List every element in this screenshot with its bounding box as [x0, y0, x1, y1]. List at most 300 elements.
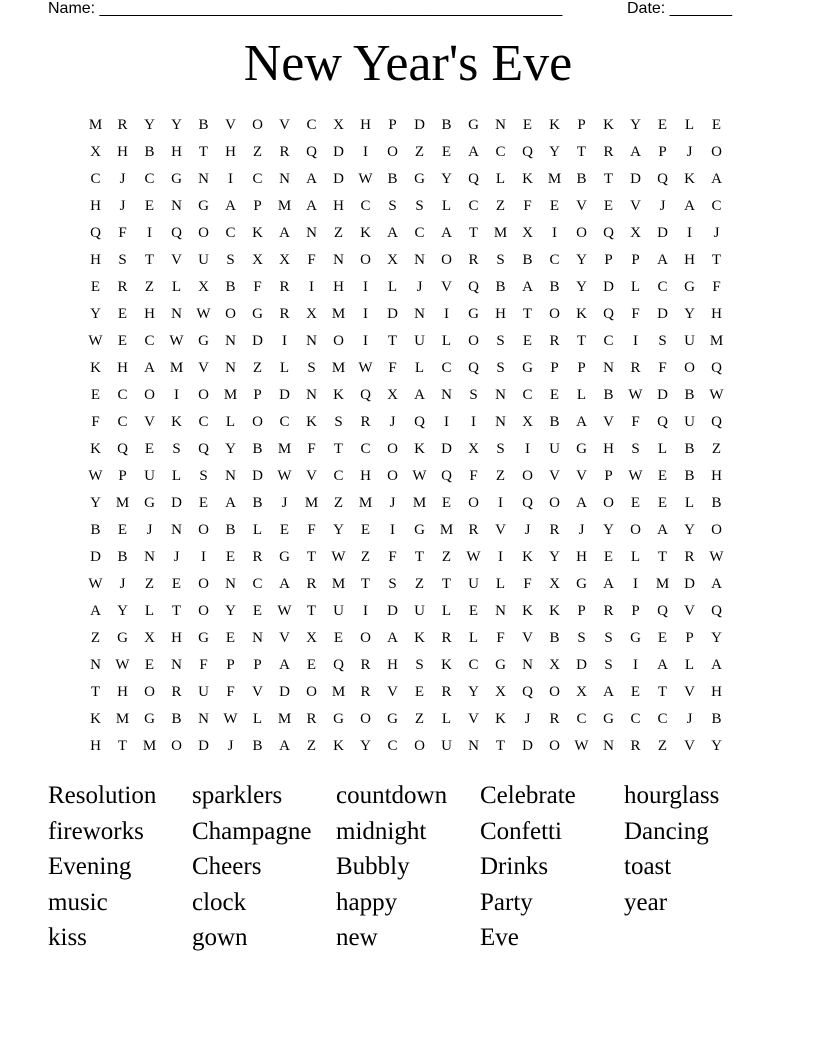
grid-letter: D [603, 279, 614, 295]
grid-letter: D [252, 333, 263, 349]
word-list-item: Drinks [480, 853, 549, 880]
grid-letter: K [549, 603, 560, 619]
grid-letter: E [225, 549, 236, 565]
grid-letter: C [468, 198, 479, 214]
grid-letter: Q [711, 360, 722, 376]
grid-letter: R [279, 306, 290, 322]
grid-letter: E [306, 657, 317, 673]
grid-letter: X [549, 657, 560, 673]
grid-letter: C [468, 657, 479, 673]
grid-letter: C [90, 171, 101, 187]
grid-letter: E [414, 684, 425, 700]
grid-letter: V [549, 468, 560, 484]
grid-letter: T [90, 684, 101, 700]
grid-letter: T [387, 333, 398, 349]
grid-letter: U [468, 576, 479, 592]
grid-letter: B [252, 495, 263, 511]
grid-letter: Y [576, 279, 587, 295]
grid-letter: Y [630, 117, 641, 133]
grid-letter: A [225, 198, 236, 214]
grid-letter: D [279, 387, 290, 403]
grid-letter: Y [171, 117, 182, 133]
grid-letter: O [252, 117, 263, 133]
grid-letter: E [144, 657, 155, 673]
grid-letter: T [171, 603, 182, 619]
grid-letter: Q [522, 144, 533, 160]
grid-letter: Q [306, 144, 317, 160]
grid-letter: L [468, 630, 479, 646]
grid-letter: Y [468, 684, 479, 700]
grid-letter: N [603, 360, 614, 376]
grid-letter: G [333, 711, 344, 727]
grid-letter: X [333, 117, 344, 133]
grid-letter: M [331, 684, 346, 700]
grid-letter: J [119, 576, 126, 592]
grid-letter: T [657, 549, 668, 565]
grid-letter: H [171, 630, 182, 646]
grid-letter: Z [144, 279, 155, 295]
grid-letter: H [144, 306, 155, 322]
grid-letter: A [225, 495, 236, 511]
grid-letter: P [604, 252, 613, 268]
grid-letter: T [441, 576, 452, 592]
grid-letter: E [90, 387, 101, 403]
grid-letter: E [90, 279, 101, 295]
grid-letter: L [684, 495, 695, 511]
grid-letter: A [657, 252, 668, 268]
grid-letter: N [171, 198, 182, 214]
grid-letter: Y [576, 252, 587, 268]
name-field-label: Name: ____________________________________________________ [48, 0, 563, 17]
grid-letter: W [466, 549, 481, 565]
grid-letter: R [549, 522, 560, 538]
grid-letter: W [277, 603, 292, 619]
grid-letter: L [495, 576, 506, 592]
grid-letter: J [524, 711, 531, 727]
grid-letter: I [174, 387, 179, 403]
grid-letter: D [387, 603, 398, 619]
grid-letter: G [468, 117, 479, 133]
grid-letter: E [117, 333, 128, 349]
word-list-item: fireworks [48, 817, 144, 845]
grid-letter: M [709, 333, 724, 349]
grid-letter: V [576, 198, 587, 214]
grid-letter: G [576, 576, 587, 592]
grid-letter: N [279, 171, 290, 187]
grid-letter: N [468, 738, 479, 754]
grid-letter: R [306, 576, 317, 592]
grid-letter: A [711, 657, 722, 673]
grid-letter: D [684, 576, 695, 592]
grid-letter: N [333, 252, 344, 268]
grid-letter: W [412, 468, 427, 484]
grid-letter: T [117, 738, 128, 754]
grid-letter: C [306, 117, 317, 133]
grid-letter: K [684, 171, 695, 187]
grid-letter: E [549, 198, 560, 214]
grid-letter: W [88, 333, 103, 349]
grid-letter: Y [90, 306, 101, 322]
grid-letter: C [144, 171, 155, 187]
grid-letter: O [441, 252, 452, 268]
grid-letter: O [522, 468, 533, 484]
grid-letter: R [117, 117, 128, 133]
grid-letter: O [387, 144, 398, 160]
grid-letter: Z [333, 225, 344, 241]
grid-letter: V [171, 252, 182, 268]
grid-letter: L [495, 171, 506, 187]
grid-letter: T [306, 603, 317, 619]
grid-letter: X [549, 576, 560, 592]
grid-letter: K [549, 117, 560, 133]
grid-letter: V [198, 360, 209, 376]
grid-letter: F [307, 252, 316, 268]
grid-letter: P [604, 468, 613, 484]
grid-letter: B [225, 279, 236, 295]
grid-letter: Z [441, 549, 452, 565]
grid-letter: C [117, 414, 128, 430]
grid-letter: N [171, 522, 182, 538]
grid-letter: A [711, 576, 722, 592]
word-list-item: gown [192, 924, 248, 951]
grid-letter: V [306, 468, 317, 484]
grid-letter: J [524, 522, 531, 538]
grid-letter: D [387, 306, 398, 322]
grid-letter: I [633, 657, 638, 673]
grid-letter: S [118, 252, 127, 268]
grid-letter: V [684, 738, 695, 754]
grid-letter: O [414, 738, 425, 754]
grid-letter: E [279, 522, 290, 538]
grid-letter: F [199, 657, 208, 673]
grid-letter: R [360, 414, 371, 430]
grid-letter: S [496, 333, 505, 349]
grid-letter: L [576, 387, 587, 403]
grid-letter: O [171, 738, 182, 754]
grid-letter: Y [684, 306, 695, 322]
grid-letter: Q [711, 603, 722, 619]
grid-letter: T [576, 333, 587, 349]
grid-letter: I [390, 522, 395, 538]
grid-letter: D [522, 738, 533, 754]
grid-letter: D [414, 117, 425, 133]
grid-letter: K [441, 657, 452, 673]
letter-grid [82, 112, 730, 760]
grid-letter: X [144, 630, 155, 646]
grid-letter: Q [657, 171, 668, 187]
grid-letter: Y [117, 603, 128, 619]
grid-letter: U [414, 603, 425, 619]
grid-letter: Y [711, 738, 722, 754]
grid-letter: H [684, 252, 695, 268]
grid-letter: N [495, 117, 506, 133]
grid-letter: V [576, 468, 587, 484]
grid-letter: S [469, 387, 478, 403]
grid-letter: O [333, 333, 344, 349]
grid-letter: N [603, 738, 614, 754]
grid-letter: L [225, 414, 236, 430]
grid-letter: X [306, 306, 317, 322]
grid-letter: Z [360, 549, 371, 565]
grid-letter: G [198, 333, 209, 349]
grid-letter: O [198, 522, 209, 538]
grid-letter: V [387, 684, 398, 700]
grid-letter: Z [414, 576, 425, 592]
grid-letter: R [468, 522, 479, 538]
grid-letter: H [711, 684, 722, 700]
grid-letter: O [306, 684, 317, 700]
grid-letter: C [441, 360, 452, 376]
grid-letter: A [279, 576, 290, 592]
grid-letter: O [198, 603, 209, 619]
grid-letter: D [630, 171, 641, 187]
grid-letter: A [279, 738, 290, 754]
grid-letter: G [414, 171, 425, 187]
grid-letter: R [630, 738, 641, 754]
grid-letter: P [685, 630, 694, 646]
grid-letter: N [306, 333, 317, 349]
word-list-item: sparklers [192, 782, 283, 809]
grid-letter: A [576, 414, 587, 430]
grid-letter: J [713, 225, 720, 241]
grid-letter: W [358, 360, 373, 376]
grid-letter: F [496, 630, 505, 646]
grid-letter: U [549, 441, 560, 457]
grid-letter: Y [225, 603, 236, 619]
grid-letter: J [416, 279, 423, 295]
grid-letter: B [495, 279, 506, 295]
grid-letter: K [360, 225, 371, 241]
grid-letter: A [387, 225, 398, 241]
grid-letter: P [253, 387, 262, 403]
grid-letter: A [684, 198, 695, 214]
grid-letter: K [171, 414, 182, 430]
grid-letter: F [388, 549, 397, 565]
grid-letter: D [279, 684, 290, 700]
grid-letter: O [684, 360, 695, 376]
grid-letter: N [306, 387, 317, 403]
grid-letter: I [363, 603, 368, 619]
grid-letter: R [684, 549, 695, 565]
grid-letter: K [522, 171, 533, 187]
grid-letter: N [171, 657, 182, 673]
grid-letter: F [307, 522, 316, 538]
grid-letter: K [90, 360, 101, 376]
grid-letter: H [576, 549, 587, 565]
grid-letter: M [277, 711, 292, 727]
grid-letter: O [711, 522, 722, 538]
word-list-item: Dancing [624, 817, 709, 845]
grid-letter: C [279, 414, 290, 430]
grid-letter: N [306, 225, 317, 241]
grid-letter: S [415, 657, 424, 673]
grid-letter: D [657, 306, 668, 322]
grid-letter: O [468, 495, 479, 511]
grid-letter: U [684, 414, 695, 430]
grid-letter: S [388, 576, 397, 592]
grid-letter: L [144, 603, 155, 619]
grid-letter: D [333, 171, 344, 187]
grid-letter: Q [657, 414, 668, 430]
grid-letter: Q [711, 414, 722, 430]
grid-letter: O [387, 441, 398, 457]
grid-letter: A [657, 657, 668, 673]
grid-letter: V [252, 684, 263, 700]
grid-letter: T [198, 144, 209, 160]
grid-letter: R [360, 657, 371, 673]
grid-letter: Q [198, 441, 209, 457]
grid-letter: H [225, 144, 236, 160]
grid-letter: U [333, 603, 344, 619]
grid-letter: J [281, 495, 288, 511]
grid-letter: B [576, 171, 587, 187]
grid-letter: H [711, 306, 722, 322]
grid-letter: J [146, 522, 153, 538]
grid-letter: V [603, 414, 614, 430]
grid-letter: V [684, 684, 695, 700]
grid-letter: X [522, 414, 533, 430]
grid-letter: R [279, 279, 290, 295]
grid-letter: T [711, 252, 722, 268]
grid-letter: N [171, 306, 182, 322]
grid-letter: S [334, 414, 343, 430]
grid-letter: G [630, 630, 641, 646]
grid-letter: E [630, 495, 641, 511]
grid-letter: O [549, 684, 560, 700]
grid-letter: L [684, 657, 695, 673]
grid-letter: D [657, 225, 668, 241]
grid-letter: I [498, 495, 503, 511]
grid-letter: L [630, 279, 641, 295]
grid-letter: K [522, 603, 533, 619]
grid-letter: V [630, 198, 641, 214]
grid-letter: I [633, 576, 638, 592]
grid-letter: K [90, 711, 101, 727]
grid-letter: M [493, 225, 508, 241]
grid-letter: G [198, 630, 209, 646]
grid-letter: F [631, 306, 640, 322]
grid-letter: X [198, 279, 209, 295]
word-list-item: happy [336, 888, 398, 916]
grid-letter: U [684, 333, 695, 349]
grid-letter: I [201, 549, 206, 565]
grid-letter: H [171, 144, 182, 160]
grid-letter: E [603, 198, 614, 214]
grid-letter: S [577, 630, 586, 646]
grid-letter: L [441, 198, 452, 214]
grid-letter: P [658, 144, 667, 160]
grid-letter: E [144, 441, 155, 457]
grid-letter: E [171, 576, 182, 592]
grid-letter: B [549, 630, 560, 646]
grid-letter: B [387, 171, 398, 187]
grid-letter: M [169, 360, 184, 376]
grid-letter: A [630, 144, 641, 160]
grid-letter: X [90, 144, 101, 160]
grid-letter: D [576, 657, 587, 673]
grid-letter: E [333, 630, 344, 646]
grid-letter: F [307, 441, 316, 457]
grid-letter: G [684, 279, 695, 295]
grid-letter: T [414, 549, 425, 565]
grid-letter: T [144, 252, 155, 268]
grid-letter: L [657, 441, 668, 457]
grid-letter: Q [90, 225, 101, 241]
grid-letter: A [576, 495, 587, 511]
grid-letter: O [144, 684, 155, 700]
grid-letter: X [306, 630, 317, 646]
grid-letter: Q [468, 171, 479, 187]
grid-letter: H [90, 198, 101, 214]
word-list-item: Confetti [480, 817, 562, 845]
grid-letter: H [360, 117, 371, 133]
grid-letter: I [363, 279, 368, 295]
grid-letter: G [279, 549, 290, 565]
grid-letter: B [549, 414, 560, 430]
grid-letter: G [117, 630, 128, 646]
grid-letter: C [522, 387, 533, 403]
grid-letter: D [333, 144, 344, 160]
grid-letter: Q [522, 684, 533, 700]
grid-letter: K [495, 711, 506, 727]
grid-letter: C [252, 576, 263, 592]
grid-letter: T [576, 144, 587, 160]
grid-letter: G [198, 198, 209, 214]
grid-letter: Y [603, 522, 614, 538]
grid-letter: R [117, 279, 128, 295]
grid-letter: Y [549, 549, 560, 565]
grid-letter: K [333, 387, 344, 403]
grid-letter: S [307, 360, 316, 376]
grid-letter: N [414, 252, 425, 268]
word-list-item: toast [624, 853, 672, 880]
word-list-item: countdown [336, 782, 448, 809]
grid-letter: H [360, 468, 371, 484]
grid-letter: P [550, 360, 559, 376]
grid-letter: G [144, 495, 155, 511]
grid-letter: Q [117, 441, 128, 457]
grid-letter: H [90, 252, 101, 268]
grid-letter: A [306, 171, 317, 187]
grid-letter: Z [495, 198, 506, 214]
grid-letter: S [172, 441, 181, 457]
grid-letter: Q [603, 225, 614, 241]
grid-letter: Z [333, 495, 344, 511]
grid-letter: O [198, 576, 209, 592]
grid-letter: H [387, 657, 398, 673]
grid-letter: T [333, 441, 344, 457]
grid-letter: Y [441, 171, 452, 187]
grid-letter: S [388, 198, 397, 214]
grid-letter: I [444, 306, 449, 322]
grid-letter: O [387, 468, 398, 484]
grid-letter: H [90, 738, 101, 754]
grid-letter: N [252, 630, 263, 646]
word-list-item: Party [480, 888, 533, 916]
grid-letter: A [441, 225, 452, 241]
grid-letter: J [119, 198, 126, 214]
grid-letter: F [118, 225, 127, 241]
grid-letter: F [523, 198, 532, 214]
grid-letter: E [657, 495, 668, 511]
grid-letter: G [495, 657, 506, 673]
grid-letter: U [198, 684, 209, 700]
grid-letter: M [358, 495, 373, 511]
grid-letter: Z [495, 468, 506, 484]
grid-letter: A [468, 144, 479, 160]
grid-letter: I [228, 171, 233, 187]
grid-letter: O [549, 306, 560, 322]
